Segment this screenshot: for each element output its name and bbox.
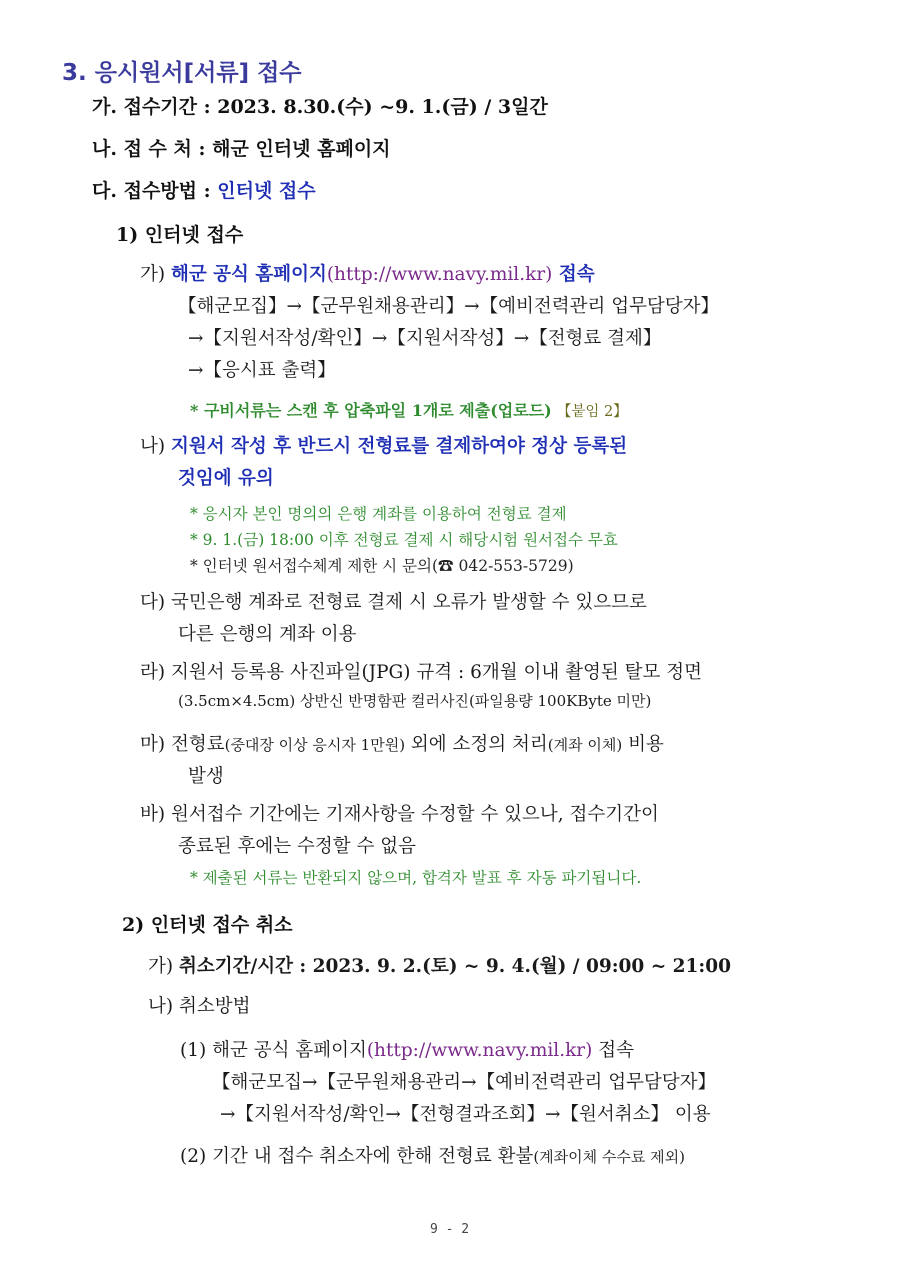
cancel-item-ga xyxy=(148,952,731,978)
cancel-heading: 2) 인터넷 접수 취소 xyxy=(122,914,293,936)
internet-item-ba-line2: 종료된 후에는 수정할 수 없음 xyxy=(178,836,416,857)
fee-extra: 외에 소정의 처리 xyxy=(405,734,548,755)
internet-item-ma-line2: 발생 xyxy=(188,766,224,787)
menu-path-1: 【해군모집】→【군무원채용관리】→【예비전력관리 업무담당자】 xyxy=(178,296,720,317)
payment-warning-line2: 것임에 유의 xyxy=(178,468,274,489)
internet-item-ra-line2 xyxy=(178,690,651,711)
menu-path-2: →【지원서작성/확인】→【지원서작성】→【전형료 결제】 xyxy=(188,328,662,349)
docs-note-text: * 구비서류는 스캔 후 압축파일 1개로 제출(업로드) xyxy=(190,401,552,420)
return-note: * 제출된 서류는 반환되지 않으며, 합격자 발표 후 자동 파기됩니다. xyxy=(190,869,642,887)
application-method-label: 다. 접수방법 : xyxy=(92,180,218,202)
internet-item-ba-line1: 바) 원서접수 기간에는 기재사항을 수정할 수 있으나, 접수기간이 xyxy=(140,804,659,825)
application-place: 나. 접 수 처 : 해군 인터넷 홈페이지 xyxy=(92,138,391,160)
internet-item-da-line1: 다) 국민은행 계좌로 전형료 결제 시 오류가 발생할 수 있으므로 xyxy=(140,592,647,613)
photo-size: (3.5cm×4.5cm) 상반신 반명함판 컬러사진 xyxy=(178,692,469,710)
cancel-connect: 접속 xyxy=(592,1040,634,1061)
fee-detail: (중대장 이상 응시자 1만원) xyxy=(224,736,406,754)
application-method-value: 인터넷 접수 xyxy=(217,180,316,202)
item-prefix: 나) xyxy=(140,436,171,457)
payment-warning-line1: 지원서 작성 후 반드시 전형료를 결제하여야 정상 등록된 xyxy=(170,436,628,457)
menu-path-3: →【응시표 출력】 xyxy=(188,360,336,381)
cancel-path-2: →【지원서작성/확인→【전형결과조회】→【원서취소】 이용 xyxy=(220,1104,711,1125)
contact-note: * 인터넷 원서접수체계 제한 시 문의(☎ 042-553-5729) xyxy=(190,557,574,575)
application-period: 가. 접수기간 : 2023. 8.30.(수) ~9. 1.(금) / 3일간 xyxy=(92,96,548,118)
cancel-path-1: 【해군모집→【군무원채용관리→【예비전력관리 업무담당자】 xyxy=(212,1072,717,1093)
cancel-step-2 xyxy=(180,1142,685,1168)
cancel-homepage-url[interactable]: (http://www.navy.mil.kr) xyxy=(366,1040,593,1061)
fee-label: 마) 전형료 xyxy=(140,734,225,755)
application-method xyxy=(92,176,316,203)
homepage-url[interactable]: (http://www.navy.mil.kr) xyxy=(326,264,553,285)
fee-transfer: (계좌 이체) xyxy=(547,736,623,754)
docs-note xyxy=(190,398,628,421)
item-prefix: 가) xyxy=(140,264,171,285)
refund-exception: (계좌이체 수수료 제외) xyxy=(533,1148,685,1166)
cancel-item-na: 나) 취소방법 xyxy=(148,996,251,1017)
item-prefix: 가) xyxy=(148,956,179,977)
cancel-period: 취소기간/시간 : 2023. 9. 2.(토) ~ 9. 4.(월) / 09:00 ~ 21:00 xyxy=(178,956,731,977)
docs-note-ref: 【붙임 2】 xyxy=(556,404,628,420)
internet-item-da-line2: 다른 은행의 계좌 이용 xyxy=(178,624,357,645)
fee-cost: 비용 xyxy=(622,734,664,755)
internet-heading: 1) 인터넷 접수 xyxy=(116,224,244,246)
payment-note-2: * 9. 1.(금) 18:00 이후 전형료 결제 시 해당시험 원서접수 무효 xyxy=(190,531,618,549)
refund-text: (2) 기간 내 접수 취소자에 한해 전형료 환불 xyxy=(180,1146,534,1167)
section-title: 3. 응시원서[서류] 접수 xyxy=(62,60,302,86)
homepage-label: 해군 공식 홈페이지 xyxy=(170,264,327,285)
cancel-step-1 xyxy=(180,1036,634,1062)
internet-item-ga xyxy=(140,260,595,286)
page-number: 9 - 2 xyxy=(430,1222,470,1237)
connect-label: 접속 xyxy=(552,264,595,285)
internet-item-na xyxy=(140,432,627,458)
internet-item-ma-line1 xyxy=(140,730,664,756)
cancel-step-1-text: (1) 해군 공식 홈페이지 xyxy=(180,1040,367,1061)
payment-note-1: * 응시자 본인 명의의 은행 계좌를 이용하여 전형료 결제 xyxy=(190,505,567,523)
photo-filesize: (파일용량 100KByte 미만) xyxy=(468,692,652,710)
internet-item-ra-line1: 라) 지원서 등록용 사진파일(JPG) 규격 : 6개월 이내 촬영된 탈모 정면 xyxy=(140,662,703,683)
